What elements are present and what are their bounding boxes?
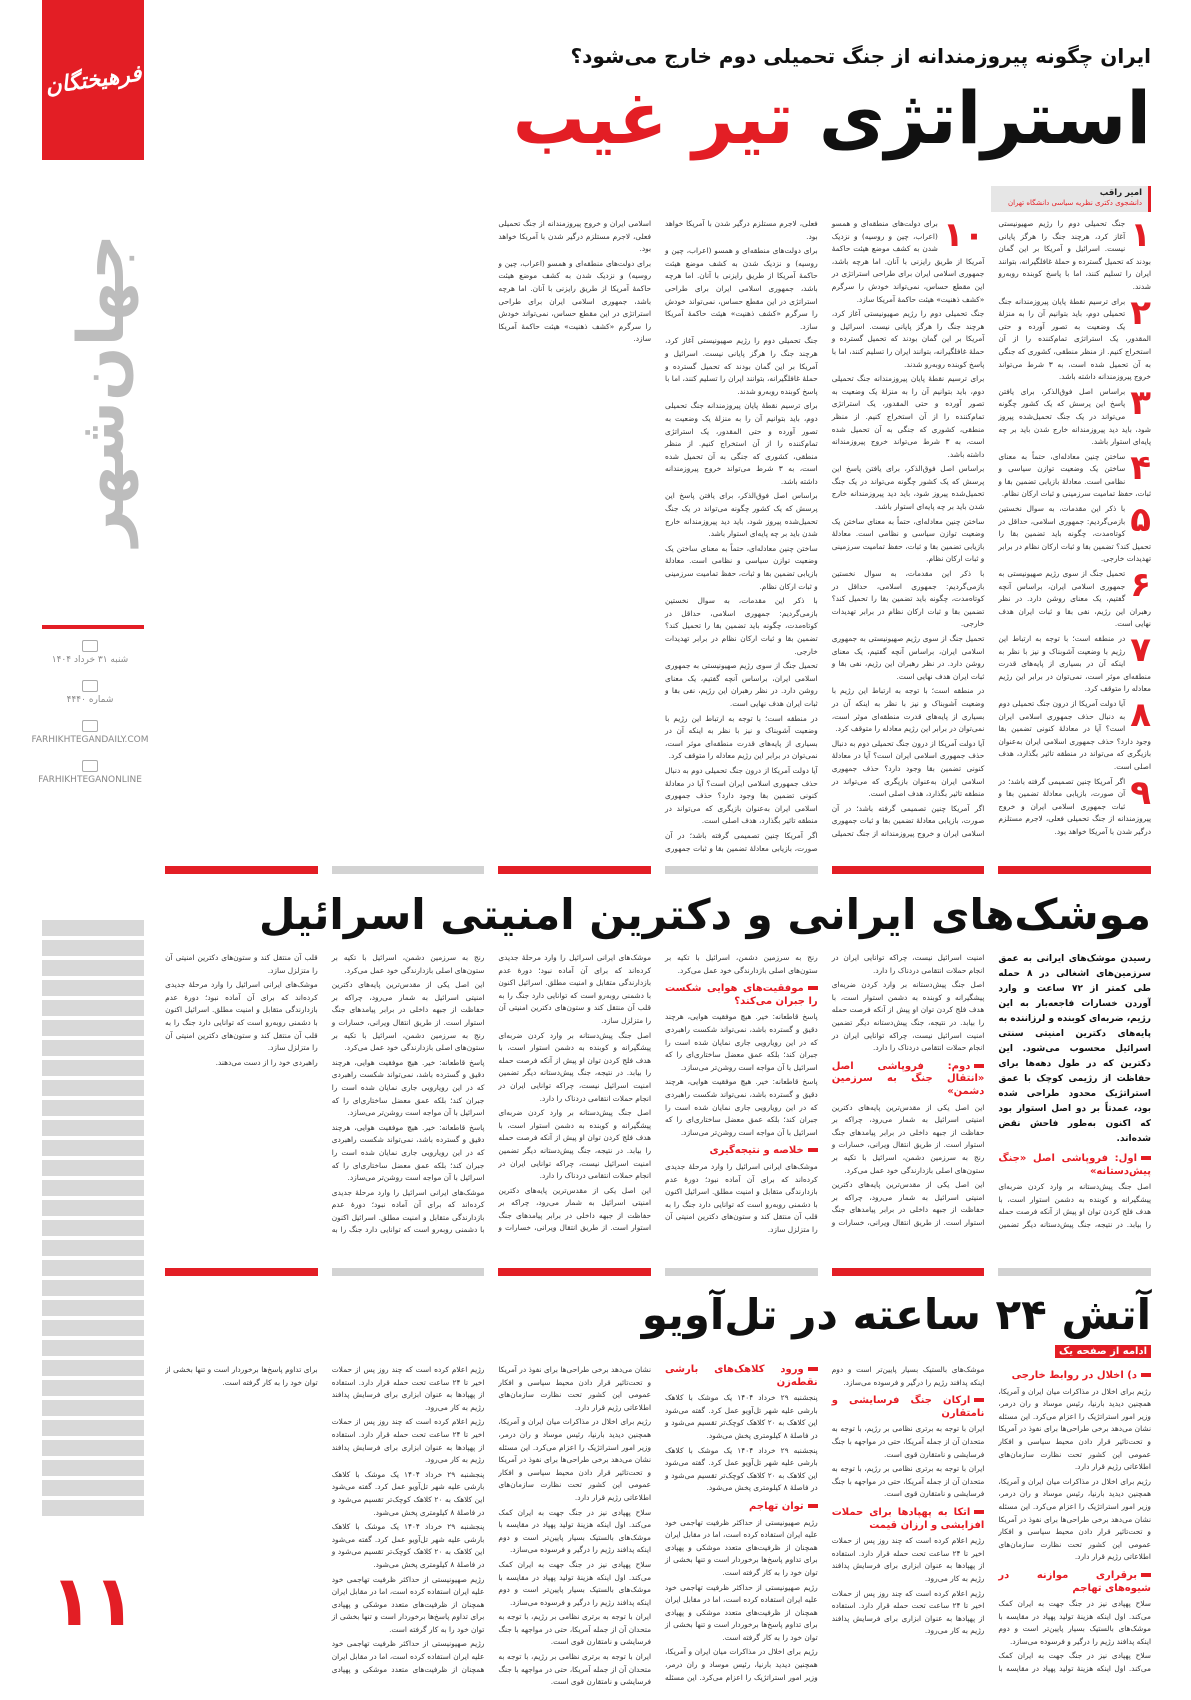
date: شنبه ۳۱ خرداد ۱۴۰۴ — [51, 655, 129, 665]
paragraph — [998, 630, 1151, 696]
paragraph-text: پنجشنبه ۲۹ خرداد ۱۴۰۴ یک موشک با کلاهک بارشی علیه شهر تل‌آویو عمل کرد. گفته می‌شود این کلاهک به ۲۰ کلاهک کوچک‌تر تقسیم می‌شود و در فاصلهٔ ۸ کیلومتری پخش می‌شود. — [665, 1393, 818, 1440]
sidebar — [0, 0, 150, 1700]
paragraph-text: تحمیل جنگ از سوی رژیم صهیونیستی به جمهوری اسلامی ایران، براساس آنچه گفتیم، یک معنای روشن دارد. در نظر رهبران این رژیم، نفی بقا و ثبات ایران هدف نهایی است. — [831, 634, 985, 681]
subheading: خلاصه و نتیجه‌گیری — [665, 1145, 818, 1158]
subheading: دوم: فروپاشی اصل «انتقال جنگ به سرزمین دشمن» — [831, 1060, 985, 1097]
paragraph-text: رژیم صهیونیستی از حداکثر ظرفیت تهاجمی خود علیه ایران استفاده کرده است، اما در مقابل ایران همچنان از ظرفیت‌های متعدد موشکی و پهپادی برای تداوم پاسخ‌ها برخوردار است و تنها بخشی از توان خود را به کار گرفته است. — [165, 1365, 485, 1674]
article2-title: موشک‌های ایرانی و دکترین امنیتی اسرائیل — [259, 890, 1151, 939]
website-info — [30, 720, 150, 745]
paragraph-text: اصل جنگ پیش‌دستانه بر وارد کردن ضربه‌ای پیشگیرانه و کوبنده به دشمن استوار است، با هدف فلج کردن توان او پیش از آنکه فرصت حمله را بیابد. در نتیجه، جنگ پیش‌دستانه دیگر تضمین امنیت اسرائیل نیست، چراکه توانایی ایران در انجام حملات انتقامی دردناک را دارد. — [498, 1030, 652, 1103]
author-name: امیر راقب — [1099, 188, 1142, 198]
paragraph-text: با ذکر این مقدمات، به سوال نخستین بازمی‌گردیم: جمهوری اسلامی، حداقل در کوتاه‌مدت، چگونه باید تضمین بقا را تحمیل کند؟ تضمین بقا و ثبات ارکان نظام در برابر تهدیدات خارجی. — [998, 504, 1151, 564]
paragraph — [665, 713, 818, 763]
paragraph-text: رژیم اعلام کرده است که چند روز پس از حملات اخیر تا ۲۴ ساعت تحت حمله قرار دارد. استفاده از پهپادها به عنوان ابزاری برای فرسایش پدافند رژیم به کار می‌رود. — [331, 1365, 485, 1412]
paragraph-text: براساس اصل فوق‌الذکر، برای یافتن پاسخ این پرسش که یک کشور چگونه می‌تواند در یک جنگ تحمیل‌شده پیروز شود، باید دید پیروزمندانه خارج شدن باید بر چه پایه‌ای استوار باشد. — [998, 386, 1151, 447]
article3-body — [165, 1364, 1151, 1689]
paragraph-text: اگر آمریکا چنین تصمیمی گرفته باشد؛ در آن صورت، بازیابی معادلهٔ تضمین بقا و ثبات جمهوری اسلامی ایران و خروج پیروزمندانه از جنگ تحمیلی فعلی، لاجرم مستلزم درگیر شدن با آمریکا خواهد بود. — [498, 219, 818, 853]
paragraph-text: برای ترسیم نقطهٔ پایان پیروزمندانه جنگ تحمیلی دوم، باید بتوانیم آن را به منزلهٔ یک وضعیت به تصور آورده و حتی المقدور، یک استراتژی تمام‌کننده را از آن استخراج کنیم. از منظر منطقی، کشوری که جنگی به آن تحمیل شده است، به ۳ شرط می‌تواند خروج پیروزمندانه داشته باشد. — [665, 401, 818, 486]
paragraph-text: سلاح پهپادی نیز در جنگ جهت به ایران کمک می‌کند. اول اینکه هزینهٔ تولید پهپاد در مقایسه با موشک‌های بالستیک بسیار پایین‌تر است و دوم اینکه پدافند رژیم را درگیر و فرسوده می‌سازد. — [498, 1559, 652, 1607]
paragraph-text: موشک‌های ایرانی اسرائیل را وارد مرحلهٔ جدیدی کرده‌اند که برای آن آماده نبود؛ دورهٔ عدم بازدارندگی متقابل و امنیت مطلق. اسرائیل اکنون با دشمنی روبه‌رو است که توانایی دارد جنگ را به قلب آن منتقل کند و ستون‌های دکترین امنیتی آن را متزلزل سازد. — [165, 980, 318, 1053]
paragraph-text: براساس اصل فوق‌الذکر، برای یافتن پاسخ این پرسش که یک کشور چگونه می‌تواند در یک جنگ تحمیل‌شده پیروز شود، باید دید پیروزمندانه خارج شدن باید بر چه پایه‌ای استوار باشد. — [831, 464, 985, 512]
paragraph-text: جنگ تحمیلی دوم را رژیم صهیونیستی آغاز کرد، هرچند جنگ را هرگز پایانی نیست. اسرائیل و آمریکا بر این گمان بودند که تحمیل گسترده و حملهٔ غافلگیرانه، بتوانند ایران را تسلیم کنند، اما با پاسخ کوبنده روبه‌رو شدند. — [998, 219, 1151, 291]
paragraph-text: اگر آمریکا چنین تصمیمی گرفته باشد؛ در آن صورت، بازیابی معادلهٔ تضمین بقا و ثبات جمهوری اسلامی ایران و خروج پیروزمندانه از جنگ تحمیلی فعلی، لاجرم مستلزم درگیر شدن با آمریکا خواهد بود. — [998, 776, 1151, 836]
decorative-stripes — [42, 920, 144, 1520]
paragraph — [998, 292, 1151, 384]
paragraph — [832, 685, 985, 735]
issue-icon — [82, 680, 98, 692]
paragraph — [998, 772, 1151, 839]
paragraph — [665, 660, 818, 710]
paragraph — [998, 565, 1151, 631]
paragraph-text: برای ترسیم نقطهٔ پایان پیروزمندانه جنگ تحمیلی دوم، باید بتوانیم آن را به منزلهٔ یک وضعیت به تصور آورده و حتی المقدور، یک استراتژی تمام‌کننده را از آن استخراج کنیم. از منظر منطقی، کشوری که جنگی به آن تحمیل شده است، به ۳ شرط می‌تواند خروج پیروزمندانه داشته باشد. — [998, 296, 1151, 382]
section-number: ۹ — [1130, 772, 1151, 813]
paragraph — [665, 765, 818, 828]
paragraph-text: برای دولت‌های منطقه‌ای و همسو (اعراب، چین و روسیه) و نزدیک شدن به کشف موضع هیئت حاکمهٔ آمریکا از طریق رایزنی با آنان. اما هرچه باشد، جمهوری اسلامی ایران برای طراحی استراتژی در این مقطع حساس، نمی‌تواند خودش را سرگرم «کشف ذهنیت» هیئت حاکمهٔ آمریکا سازد. — [665, 246, 818, 331]
section-number: ۴ — [1130, 447, 1151, 488]
paragraph-text: این اصل یکی از مقدس‌ترین پایه‌های دکترین امنیتی اسرائیل به شمار می‌رود، چراکه بر حفاظت از جبهه داخلی در برابر پیامدهای جنگ استوار است. از طریق انتقال ویرانی، خسارات و رنج به سرزمین دشمن، اسرائیل با تکیه بر ستون‌های اصلی بازدارندگی خود عمل می‌کرد. — [665, 953, 985, 1227]
page-number: ۱۱ — [50, 1560, 136, 1642]
section-number: ۲ — [1130, 292, 1151, 333]
paragraph-text: آیا دولت آمریکا از درون جنگ تحمیلی دوم به دنبال حذف جمهوری اسلامی ایران است؟ آیا در معادلهٔ کنونی تضمین بقا وجود دارد؟ حذف جمهوری اسلامی ایران به‌عنوان بازیگری که می‌تواند در منطقه تاثیر بگذارد، هدف اصلی است. — [998, 698, 1151, 771]
author-byline — [991, 186, 1151, 212]
section-number: ۵ — [1130, 500, 1151, 541]
article3-title: آتش ۲۴ ساعته در تل‌آویو — [641, 1290, 1151, 1339]
paragraph-text: پاسخ قاطعانه: خیر. هیچ موفقیت هوایی، هرچند دقیق و گسترده باشد، نمی‌تواند شکست راهبردی که در این رویارویی جاری نمایان شده است را جبران کند؛ بلکه عمق معضل ساختاری‌ای را که اسرائیل با آن مواجه است روشن‌تر می‌سازد. — [331, 1122, 485, 1183]
paragraph-text: رژیم اعلام کرده است که چند روز پس از حملات اخیر تا ۲۴ ساعت تحت حمله قرار دارد. استفاده از پهپادها به عنوان ابزاری برای فرسایش پدافند رژیم به کار می‌رود. — [331, 1417, 485, 1465]
subheading: اتکا به پهپادها برای حملات افزایشی و ارزان قیمت — [831, 1506, 985, 1531]
issue-number: شماره ۴۴۴۰ — [66, 695, 114, 705]
paragraph-text: پنجشنبه ۲۹ خرداد ۱۴۰۴ یک موشک با کلاهک بارشی علیه شهر تل‌آویو عمل کرد. گفته می‌شود این کلاهک به ۲۰ کلاهک کوچک‌تر تقسیم می‌شود و در فاصلهٔ ۸ کیلومتری پخش می‌شود. — [331, 1522, 485, 1569]
subheading: د) اخلال در روابط خارجی — [998, 1370, 1151, 1383]
issue-info — [30, 680, 150, 705]
paragraph-text: موشک‌های ایرانی اسرائیل را وارد مرحلهٔ جدیدی کرده‌اند که برای آن آماده نبود؛ دورهٔ عدم بازدارندگی متقابل و امنیت مطلق. اسرائیل اکنون با دشمنی روبه‌رو است که توانایی دارد جنگ را به قلب آن منتقل کند و ستون‌های دکترین امنیتی آن را متزلزل سازد. — [498, 953, 652, 1025]
paragraph-text: موشک‌های ایرانی اسرائیل را وارد مرحلهٔ جدیدی کرده‌اند که برای آن آماده نبود؛ دورهٔ عدم بازدارندگی متقابل و امنیت مطلق. اسرائیل اکنون با دشمنی روبه‌رو است که توانایی دارد جنگ را به قلب آن منتقل کند و ستون‌های دکترین امنیتی آن را متزلزل سازد. — [665, 1161, 818, 1234]
subheading: موفقیت‌های هوایی شکست را جبران می‌کند؟ — [665, 983, 818, 1007]
paragraph-text: رژیم برای اخلال در مذاکرات میان ایران و آمریکا، همچنین دیدید بارنیا، رئیس موساد و ران درمر، وزیر امور استراتژیک را اعزام می‌کرد. این مسئله نشان می‌دهد برخی طراحی‌ها برای نفوذ در آمریکا و تحت‌تاثیر قرار دادن محیط سیاسی و افکار عمومی این کشور تحت نظارت سازمان‌های اطلاعاتی رژیم قرار دارد. — [498, 1417, 652, 1502]
subheading: برقراری موازنه در شیوه‌های تهاجم — [998, 1569, 1151, 1594]
title-red: تیر غیب — [512, 76, 794, 160]
section-number: ۱ — [1130, 218, 1151, 255]
subheading: ورود کلاهک‌های بارشی نقطه‌زن — [665, 1364, 818, 1388]
paragraph-text: اصل جنگ پیش‌دستانه بر وارد کردن ضربه‌ای پیشگیرانه و کوبنده به دشمن استوار است، با هدف فلج کردن توان او پیش از آنکه فرصت حمله را بیابد. در نتیجه، جنگ پیش‌دستانه دیگر تضمین امنیت اسرائیل نیست، چراکه توانایی ایران در انجام حملات انتقامی دردناک را دارد. — [831, 953, 1151, 1229]
author-role: دانشجوی دکتری نظریه سیاسی دانشگاه تهران — [1007, 199, 1142, 207]
social-handle[interactable]: FARHIKHTEGANONLINE — [38, 775, 142, 785]
browser-icon — [82, 720, 98, 732]
article2-body — [165, 952, 1151, 1252]
paragraph-text: پنجشنبه ۲۹ خرداد ۱۴۰۴ یک موشک با کلاهک بارشی علیه شهر تل‌آویو عمل کرد. گفته می‌شود این کلاهک به ۲۰ کلاهک کوچک‌تر تقسیم می‌شود و در فاصلهٔ ۸ کیلومتری پخش می‌شود. — [665, 1445, 818, 1493]
section-number: ۱۰ — [942, 218, 985, 255]
paragraph-text: در منطقه است؛ با توجه به ارتباط این رژیم با وضعیت آشوبناک و نیز با نظر به اینکه آن در بسیاری از پایه‌های قدرت منطقه‌ای موثر است، نمی‌توان در برابر این رژیم معادله را متوقف کرد. — [665, 713, 818, 761]
continued-label: ادامه از صفحه یک — [1055, 1345, 1151, 1358]
subheading: اول: فروپاشی اصل «جنگ پیش‌دستانه» — [998, 1153, 1151, 1177]
paragraph-text: جنگ تحمیلی دوم را رژیم صهیونیستی آغاز کرد، هرچند جنگ را هرگز پایانی نیست. اسرائیل و آمریکا بر این گمان بودند که تحمیل گسترده و حملهٔ غافلگیرانه، بتوانند ایران را تسلیم کنند، اما با پاسخ کوبنده روبه‌رو شدند. — [665, 336, 818, 396]
section-number: ۶ — [1130, 565, 1151, 606]
paragraph — [665, 400, 818, 488]
paragraph-text: تحمیل جنگ از سوی رژیم صهیونیستی به جمهوری اسلامی ایران، براساس آنچه گفتیم، یک معنای روشن دارد. در نظر رهبران این رژیم، نفی بقا و ثبات ایران هدف نهایی است. — [998, 569, 1151, 629]
social-info — [30, 760, 150, 785]
paragraph-text: رژیم صهیونیستی از حداکثر ظرفیت تهاجمی خود علیه ایران استفاده کرده است، اما در مقابل ایران همچنان از ظرفیت‌های متعدد موشکی و پهپادی برای تداوم پاسخ‌ها برخوردار است و تنها بخشی از توان خود را به کار گرفته است. — [665, 1582, 818, 1642]
paragraph-text: رژیم برای اخلال در مذاکرات میان ایران و آمریکا، همچنین دیدید بارنیا، رئیس موساد و ران درمر، وزیر امور استراتژیک را اعزام می‌کرد. این مسئله نشان می‌دهد برخی طراحی‌ها برای نفوذ در آمریکا و تحت‌تاثیر قرار دادن محیط سیاسی و افکار عمومی این کشور تحت نظارت سازمان‌های اطلاعاتی رژیم قرار دارد. — [998, 1386, 1151, 1472]
paragraph-text: پاسخ قاطعانه: خیر. هیچ موفقیت هوایی، هرچند دقیق و گسترده باشد، نمی‌تواند شکست راهبردی که در این رویارویی جاری نمایان شده است را جبران کند؛ بلکه عمق معضل ساختاری‌ای را که اسرائیل با آن مواجه است روشن‌تر می‌سازد. — [665, 1077, 818, 1137]
newspaper-logo — [42, 0, 144, 160]
paragraph-text: رژیم صهیونیستی از حداکثر ظرفیت تهاجمی خود علیه ایران استفاده کرده است، اما در مقابل ایران همچنان از ظرفیت‌های متعدد موشکی و پهپادی برای تداوم پاسخ‌ها برخوردار است و تنها بخشی از توان خود را به کار گرفته است. — [331, 1574, 485, 1634]
paragraph-text: پاسخ قاطعانه: خیر. هیچ موفقیت هوایی، هرچند دقیق و گسترده باشد، نمی‌تواند شکست راهبردی که در این رویارویی جاری نمایان شده است را جبران کند؛ بلکه عمق معضل ساختاری‌ای را که اسرائیل با آن مواجه است روشن‌تر می‌سازد. — [331, 1057, 485, 1118]
section-number: ۳ — [1130, 382, 1151, 423]
paragraph — [832, 463, 985, 513]
subheading: توان تهاجم — [665, 1501, 818, 1514]
qr-code-icon — [82, 760, 98, 772]
paragraph-text: جنگ تحمیلی دوم را رژیم صهیونیستی آغاز کرد، هرچند جنگ را هرگز پایانی نیست. اسرائیل و آمریکا بر این گمان بودند که تحمیل گسترده و حملهٔ غافلگیرانه، بتوانند ایران را تسلیم کنند، اما با پاسخ کوبنده روبه‌رو شدند. — [831, 309, 985, 369]
paragraph-text: ایران با توجه به برتری نظامی بر رژیم، با توجه به متحدان آن از جمله آمریکا، حتی در مواجهه با جنگ فرسایشی و نامتقارن قوی است. — [498, 1612, 652, 1647]
section-name: جهان‌شهر — [65, 233, 139, 547]
paragraph — [998, 694, 1151, 774]
paragraph — [998, 382, 1151, 449]
paragraph-text: ایران با توجه به برتری نظامی بر رژیم، با توجه به متحدان آن از جمله آمریکا، حتی در مواجهه با جنگ فرسایشی و نامتقارن قوی است. — [831, 1424, 985, 1459]
paragraph — [665, 335, 818, 398]
paragraph-text: ایران با توجه به برتری نظامی بر رژیم، با توجه به متحدان آن از جمله آمریکا، حتی در مواجهه با جنگ فرسایشی و نامتقارن قوی است. — [498, 1652, 652, 1687]
paragraph — [998, 218, 1151, 294]
paragraph — [832, 568, 985, 631]
paragraph-text: در منطقه است؛ با توجه به ارتباط این رژیم با وضعیت آشوبناک و نیز با نظر به اینکه آن در بسیاری از پایه‌های قدرت منطقه‌ای موثر است، نمی‌توان در برابر این رژیم معادله را متوقف کرد. — [831, 686, 985, 734]
paragraph-text: این اصل یکی از مقدس‌ترین پایه‌های دکترین امنیتی اسرائیل به شمار می‌رود، چراکه بر حفاظت از جبهه داخلی در برابر پیامدهای جنگ استوار است. از طریق انتقال ویرانی، خسارات و رنج به سرزمین دشمن، اسرائیل با تکیه بر ستون‌های اصلی بازدارندگی خود عمل می‌کرد. — [831, 1102, 985, 1175]
paragraph-text: ساختن چنین معادله‌ای، حتماً به معنای ساختن یک وضعیت توازن سیاسی و نظامی است. معادلهٔ بازیابی تضمین بقا و ثبات، حفظ تمامیت سرزمینی و ثبات ارکان نظام. — [998, 451, 1151, 499]
paragraph-text: آیا دولت آمریکا از درون جنگ تحمیلی دوم به دنبال حذف جمهوری اسلامی ایران است؟ آیا در معادلهٔ کنونی تضمین بقا وجود دارد؟ حذف جمهوری اسلامی ایران به‌عنوان بازیگری که می‌تواند در منطقه تاثیر بگذارد، هدف اصلی است. — [831, 738, 985, 799]
article1-kicker: ایران چگونه پیروزمندانه از جنگ تحمیلی دوم خارج می‌شود؟ — [570, 44, 1151, 68]
paragraph-text: سلاح پهپادی نیز در جنگ جهت به ایران کمک می‌کند. اول اینکه هزینهٔ تولید پهپاد در مقایسه با موشک‌های بالستیک بسیار پایین‌تر است و دوم اینکه پدافند رژیم را درگیر و فرسوده می‌سازد. — [998, 1599, 1151, 1646]
paragraph-text: رژیم اعلام کرده است که چند روز پس از حملات اخیر تا ۲۴ ساعت تحت حمله قرار دارد. استفاده از پهپادها به عنوان ابزاری برای فرسایش پدافند رژیم به کار می‌رود. — [831, 1588, 985, 1636]
paragraph-text: رژیم برای اخلال در مذاکرات میان ایران و آمریکا، همچنین دیدید بارنیا، رئیس موساد و ران درمر، وزیر امور استراتژیک را اعزام می‌کرد. این مسئله نشان می‌دهد برخی طراحی‌ها برای نفوذ در آمریکا و تحت‌تاثیر قرار دادن محیط سیاسی و افکار عمومی این کشور تحت نظارت سازمان‌های اطلاعاتی رژیم قرار دارد. — [498, 1365, 818, 1682]
paragraph — [498, 258, 651, 346]
subheading: ارکان جنگ فرسایشی و نامتقارن — [831, 1395, 985, 1419]
paragraph-text: اصل جنگ پیش‌دستانه بر وارد کردن ضربه‌ای پیشگیرانه و کوبنده به دشمن استوار است، با هدف فلج کردن توان او پیش از آنکه فرصت حمله را بیابد. در نتیجه، جنگ پیش‌دستانه دیگر تضمین امنیت اسرائیل نیست، چراکه توانایی ایران در انجام حملات انتقامی دردناک را دارد. — [831, 980, 985, 1053]
article1-title — [512, 76, 1151, 160]
paragraph-text: آیا دولت آمریکا از درون جنگ تحمیلی دوم به دنبال حذف جمهوری اسلامی ایران است؟ آیا در معادلهٔ کنونی تضمین بقا وجود دارد؟ حذف جمهوری اسلامی ایران به‌عنوان بازیگری که می‌تواند در منطقه تاثیر بگذارد، هدف اصلی است. — [665, 765, 818, 826]
section-divider — [165, 866, 1151, 874]
paragraph — [998, 500, 1151, 566]
paragraph — [832, 373, 985, 461]
logo-text: فرهیختگان — [43, 60, 143, 100]
paragraph-text: براساس اصل فوق‌الذکر، برای یافتن پاسخ این پرسش که یک کشور چگونه می‌تواند در یک جنگ تحمیل‌شده پیروز شود، باید دید پیروزمندانه خارج شدن باید بر چه پایه‌ای استوار باشد. — [665, 491, 818, 539]
paragraph-text: در منطقه است؛ با توجه به ارتباط این رژیم با وضعیت آشوبناک و نیز با نظر به اینکه آن در بسیاری از پایه‌های قدرت منطقه‌ای موثر است، نمی‌توان در برابر این رژیم معادله را متوقف کرد. — [998, 634, 1151, 694]
paragraph-text: پنجشنبه ۲۹ خرداد ۱۴۰۴ یک موشک با کلاهک بارشی علیه شهر تل‌آویو عمل کرد. گفته می‌شود این کلاهک به ۲۰ کلاهک کوچک‌تر تقسیم می‌شود و در فاصلهٔ ۸ کیلومتری پخش می‌شود. — [331, 1469, 485, 1517]
paragraph — [665, 543, 818, 593]
paragraph-text: سلاح پهپادی نیز در جنگ جهت به ایران کمک می‌کند. اول اینکه هزینهٔ تولید پهپاد در مقایسه با موشک‌های بالستیک بسیار پایین‌تر است و دوم اینکه پدافند رژیم را درگیر و فرسوده می‌سازد. — [831, 1365, 1151, 1674]
paragraph-text: موشک‌های ایرانی اسرائیل را وارد مرحلهٔ جدیدی کرده‌اند که برای آن آماده نبود؛ دورهٔ عدم بازدارندگی متقابل و امنیت مطلق. اسرائیل اکنون با دشمنی روبه‌رو است که توانایی دارد جنگ را به قلب آن منتقل کند و ستون‌های دکترین امنیتی آن را متزلزل سازد. — [165, 953, 485, 1235]
paragraph-text: اگر آمریکا چنین تصمیمی گرفته باشد؛ در آن صورت، بازیابی معادلهٔ تضمین بقا و ثبات جمهوری اسلامی ایران و خروج پیروزمندانه از جنگ تحمیلی فعلی، لاجرم مستلزم درگیر شدن با آمریکا خواهد بود. — [665, 219, 985, 838]
paragraph-text: برای ترسیم نقطهٔ پایان پیروزمندانه جنگ تحمیلی دوم، باید بتوانیم آن را به منزلهٔ یک وضعیت به تصور آورده و حتی المقدور، یک استراتژی تمام‌کننده را از آن استخراج کنیم. از منظر منطقی، کشوری که جنگی به آن تحمیل شده است، به ۳ شرط می‌تواند خروج پیروزمندانه داشته باشد. — [831, 374, 985, 459]
paragraph — [832, 633, 985, 683]
paragraph — [665, 595, 818, 658]
title-black: استراتژی — [818, 76, 1151, 160]
calendar-icon — [82, 640, 98, 652]
section-number: ۸ — [1130, 694, 1151, 735]
section-divider — [165, 1268, 1151, 1276]
paragraph-text: تحمیل جنگ از سوی رژیم صهیونیستی به جمهوری اسلامی ایران، براساس آنچه گفتیم، یک معنای روشن دارد. در نظر رهبران این رژیم، نفی بقا و ثبات ایران هدف نهایی است. — [665, 661, 818, 708]
paragraph-text: رژیم صهیونیستی از حداکثر ظرفیت تهاجمی خود علیه ایران استفاده کرده است، اما در مقابل ایران همچنان از ظرفیت‌های متعدد موشکی و پهپادی برای تداوم پاسخ‌ها برخوردار است و تنها بخشی از توان خود را به کار گرفته است. — [665, 1517, 818, 1577]
paragraph-text: با ذکر این مقدمات، به سوال نخستین بازمی‌گردیم: جمهوری اسلامی، حداقل در کوتاه‌مدت، چگونه باید تضمین بقا را تحمیل کند؟ تضمین بقا و ثبات ارکان نظام در برابر تهدیدات خارجی. — [665, 596, 818, 656]
paragraph-text: رژیم برای اخلال در مذاکرات میان ایران و آمریکا، همچنین دیدید بارنیا، رئیس موساد و ران درمر، وزیر امور استراتژیک را اعزام می‌کرد. این مسئله نشان می‌دهد برخی طراحی‌ها برای نفوذ در آمریکا و تحت‌تاثیر قرار دادن محیط سیاسی و افکار عمومی این کشور تحت نظارت سازمان‌های اطلاعاتی رژیم قرار دارد. — [998, 1476, 1151, 1562]
paragraph-text: ساختن چنین معادله‌ای، حتماً به معنای ساختن یک وضعیت توازن سیاسی و نظامی است. معادلهٔ بازیابی تضمین بقا و ثبات، حفظ تمامیت سرزمینی و ثبات ارکان نظام. — [831, 516, 985, 564]
paragraph-text: ایران با توجه به برتری نظامی بر رژیم، با توجه به متحدان آن از جمله آمریکا، حتی در مواجهه با جنگ فرسایشی و نامتقارن قوی است. — [831, 1464, 985, 1499]
article2-lead: رسیدن موشک‌های ایرانی به عمق سرزمین‌های اشغالی در ۸ حمله طی کمتر از ۷۲ ساعت و وارد آوردن خسارات فاجعه‌بار به این رژیم، ضربه‌ای کوبنده و لرزاننده به پایه‌های دکترین امنیتی سنتی اسرائیل محسوب می‌شود. این دکترین که در طول دهه‌ها برای حفاظت از رژیمی کوچک با عمق استراتژیک محدود طراحی شده بود، عمدتاً بر دو اصل استوار بود که اکنون به‌طور فاحش نقض شده‌اند. — [998, 954, 1151, 1144]
paragraph-text: پاسخ قاطعانه: خیر. هیچ موفقیت هوایی، هرچند دقیق و گسترده باشد، نمی‌تواند شکست راهبردی که در این رویارویی جاری نمایان شده است را جبران کند؛ بلکه عمق معضل ساختاری‌ای را که اسرائیل با آن مواجه است روشن‌تر می‌سازد. — [665, 1012, 818, 1072]
divider — [42, 625, 144, 629]
paragraph — [832, 308, 985, 371]
paragraph-text: اصل جنگ پیش‌دستانه بر وارد کردن ضربه‌ای پیشگیرانه و کوبنده به دشمن استوار است، با هدف فلج کردن توان او پیش از آنکه فرصت حمله را بیابد. در نتیجه، جنگ پیش‌دستانه دیگر تضمین امنیت اسرائیل نیست، چراکه توانایی ایران در انجام حملات انتقامی دردناک را دارد. — [498, 1108, 652, 1181]
paragraph-text: برای دولت‌های منطقه‌ای و همسو (اعراب، چین و روسیه) و نزدیک شدن به کشف موضع هیئت حاکمهٔ آمریکا از طریق رایزنی با آنان. اما هرچه باشد، جمهوری اسلامی ایران برای طراحی استراتژی در این مقطع حساس، نمی‌تواند خودش را سرگرم «کشف ذهنیت» هیئت حاکمهٔ آمریکا سازد. — [831, 219, 985, 304]
paragraph-text: رژیم اعلام کرده است که چند روز پس از حملات اخیر تا ۲۴ ساعت تحت حمله قرار دارد. استفاده از پهپادها به عنوان ابزاری برای فرسایش پدافند رژیم به کار می‌رود. — [831, 1536, 985, 1583]
paragraph-text: با ذکر این مقدمات، به سوال نخستین بازمی‌گردیم: جمهوری اسلامی، حداقل در کوتاه‌مدت، چگونه باید تضمین بقا را تحمیل کند؟ تضمین بقا و ثبات ارکان نظام در برابر تهدیدات خارجی. — [831, 569, 985, 629]
section-number: ۷ — [1130, 630, 1151, 670]
paragraph-text: سلاح پهپادی نیز در جنگ جهت به ایران کمک می‌کند. اول اینکه هزینهٔ تولید پهپاد در مقایسه با موشک‌های بالستیک بسیار پایین‌تر است و دوم اینکه پدافند رژیم را درگیر و فرسوده می‌سازد. — [498, 1507, 652, 1555]
article1-body — [165, 218, 1151, 858]
paragraph-text: این اصل یکی از مقدس‌ترین پایه‌های دکترین امنیتی اسرائیل به شمار می‌رود، چراکه بر حفاظت از جبهه داخلی در برابر پیامدهای جنگ استوار است. از طریق انتقال ویرانی، خسارات و رنج به سرزمین دشمن، اسرائیل با تکیه بر ستون‌های اصلی بازدارندگی خود عمل می‌کرد. — [331, 953, 652, 1233]
paragraph-text: این اصل یکی از مقدس‌ترین پایه‌های دکترین امنیتی اسرائیل به شمار می‌رود، چراکه بر حفاظت از جبهه داخلی در برابر پیامدهای جنگ استوار است. از طریق انتقال ویرانی، خسارات و رنج به سرزمین دشمن، اسرائیل با تکیه بر ستون‌های اصلی بازدارندگی خود عمل می‌کرد. — [331, 980, 485, 1053]
paragraph-text: برای دولت‌های منطقه‌ای و همسو (اعراب، چین و روسیه) و نزدیک شدن به کشف موضع هیئت حاکمهٔ آمریکا از طریق رایزنی با آنان. اما هرچه باشد، جمهوری اسلامی ایران برای طراحی استراتژی در این مقطع حساس، نمی‌تواند خودش را سرگرم «کشف ذهنیت» هیئت حاکمهٔ آمریکا سازد. — [498, 258, 652, 344]
paragraph-text: ساختن چنین معادله‌ای، حتماً به معنای ساختن یک وضعیت توازن سیاسی و نظامی است. معادلهٔ بازیابی تضمین بقا و ثبات، حفظ تمامیت سرزمینی و ثبات ارکان نظام. — [665, 543, 818, 591]
paragraph — [998, 447, 1151, 501]
website-link[interactable]: FARHIKHTEGANDAILY.COM — [31, 735, 149, 745]
paragraph-text: راهبردی خود را از دست می‌دهند. — [215, 1057, 318, 1067]
paragraph — [665, 490, 818, 540]
date-info — [30, 640, 150, 665]
paragraph — [832, 218, 985, 306]
paragraph — [832, 516, 985, 566]
paragraph — [665, 245, 818, 333]
paragraph — [832, 738, 985, 801]
